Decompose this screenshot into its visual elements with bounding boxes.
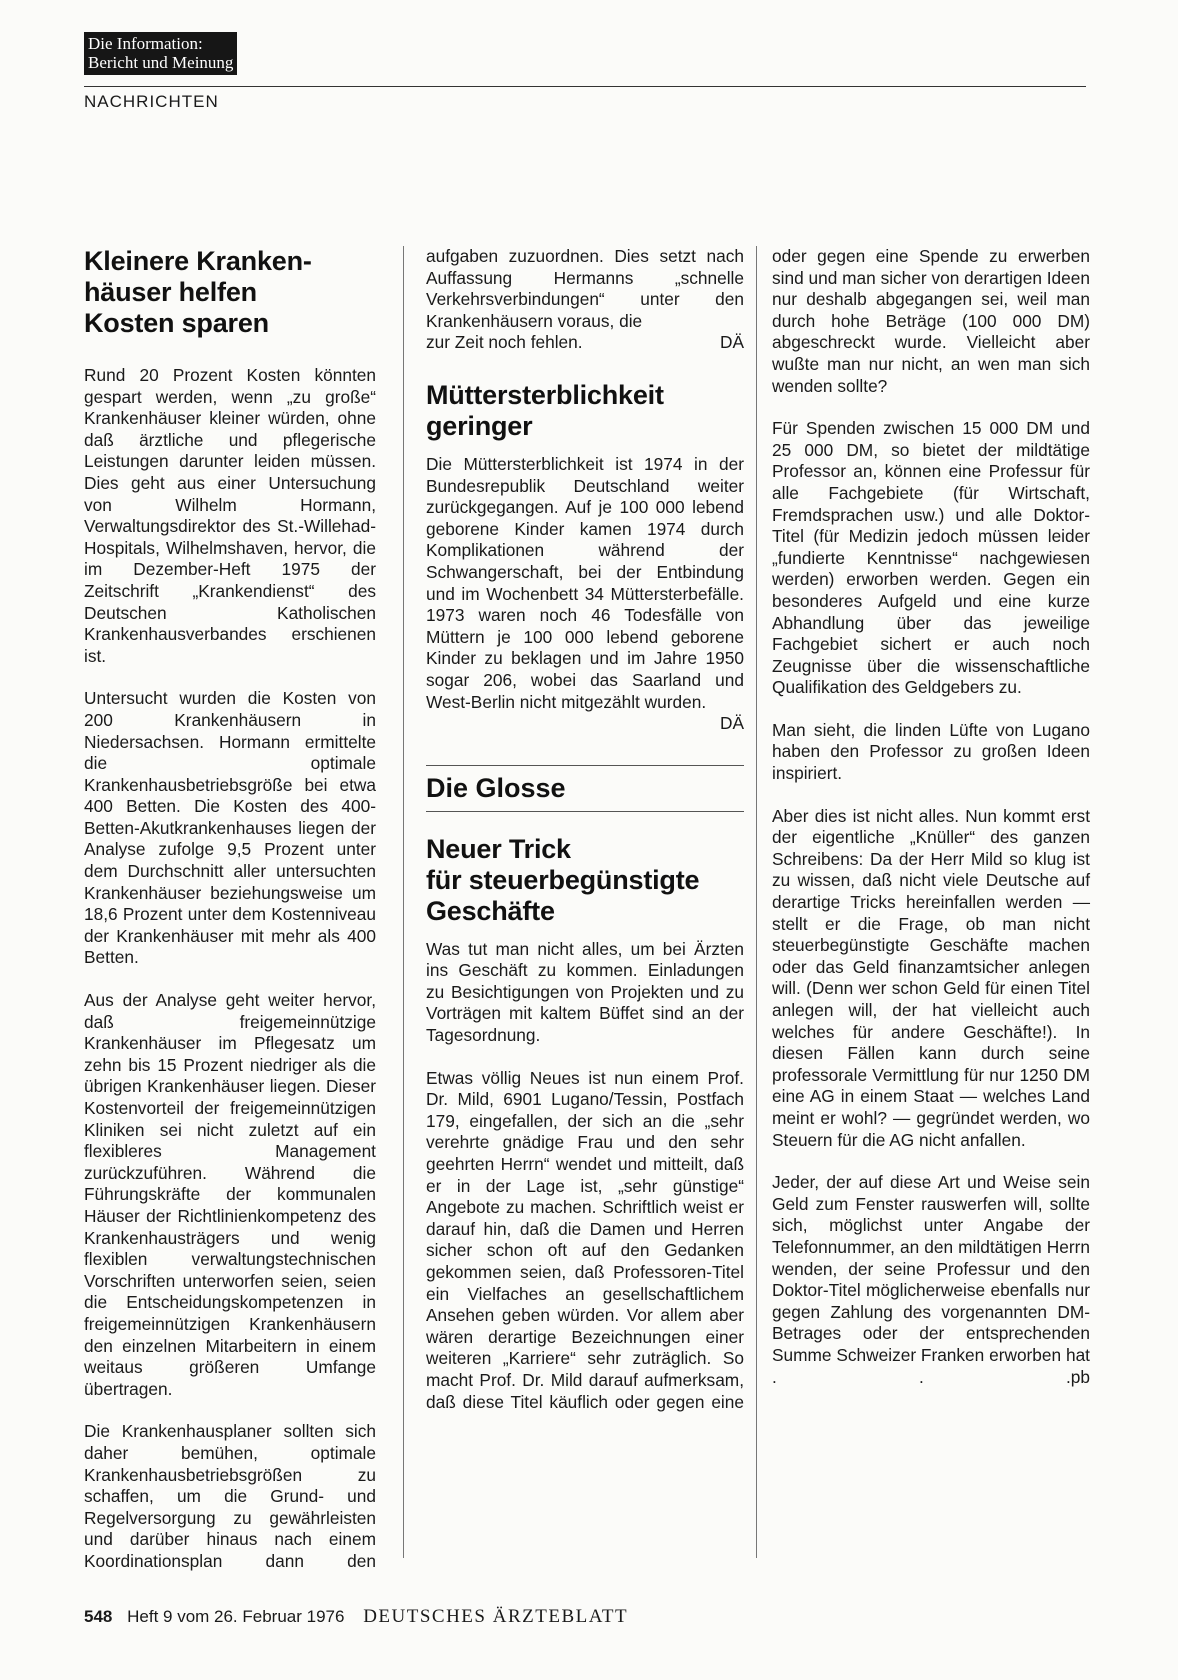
glosse-title-line: für steuerbegünstigte	[426, 864, 700, 895]
glosse-rule-bottom	[426, 811, 744, 812]
article-1-end: zur Zeit noch fehlen. DÄ	[426, 332, 744, 353]
glosse-rule-top	[426, 765, 744, 766]
page-number: 548	[84, 1607, 113, 1626]
issue-info: Heft 9 vom 26. Februar 1976	[127, 1607, 345, 1626]
column-1	[84, 246, 376, 1573]
article-2-title-line: Müttersterblichkeit	[426, 379, 664, 410]
article-1-paragraph: Aus der Analyse geht weiter hervor, daß freigemeinnützige Krankenhäuser im Pflegesatz um zehn bis 15 Prozent niedriger als die übrigen Krankenhäuser liegen. Dieser Kostenvorteil der freigemeinnützigen Kliniken sei nicht zuletzt auf ein flexibleres Management zurückzuführen. Während die Führungskräfte der kommunalen Häuser der Richtlinienkompetenz des Krankenhausträgers und wenig flexiblen verwaltungstechnischen Vorschriften unterworfen seien, seien die Entscheidungskompetenzen in freigemeinnützigen Krankenhäusern den einzelnen Mitarbeitern in einem weitaus größeren Umfange übertragen.	[84, 990, 376, 1399]
article-1-paragraph: Rund 20 Prozent Kosten könnten gespart werden, wenn „zu große“ Krankenhäuser kleiner würden, ohne daß ärztliche und pflegerische Leistungen darunter leiden müssen. Dies geht aus einer Untersuchung von Wilhelm Hormann, Verwaltungsdirektor des St.-Willehad-Hospitals, Wilhelmshaven, hervor, die im Dezember-Heft 1975 der Zeitschrift „Krankendienst“ des Deutschen Katholischen Krankenhausverbandes erschienen ist.	[84, 365, 376, 666]
article-2-title-line: geringer	[426, 410, 533, 441]
column-2	[426, 246, 744, 1414]
article-1-continuation: aufgaben zuzuordnen. Dies setzt nach Auffassung Hermanns „schnelle Verkehrsverbindungen“ unter den Krankenhäusern voraus, die	[426, 246, 744, 331]
article-2-title	[426, 380, 744, 442]
glosse-title-line: Neuer Trick	[426, 833, 571, 864]
rubric-box	[84, 32, 237, 75]
rubric-line-1: Die Information:	[88, 34, 203, 53]
article-1-title	[84, 246, 376, 339]
glosse-rubric: Die Glosse	[426, 772, 566, 803]
article-1-title-line: Kleinere Kranken-	[84, 246, 312, 276]
article-1-paragraph: Die Krankenhausplaner sollten sich daher bemühen, optimale Krankenhausbetriebsgrößen zu schaffen, um die Grund- und Regelversorgung zu gewährleisten und darüber hinaus nach einem Koordinationsplan dann den	[84, 1421, 376, 1571]
glosse-sign: pb	[1070, 1366, 1090, 1387]
journal-name: DEUTSCHES ÄRZTEBLATT	[363, 1606, 629, 1627]
article-1-title-line: Kosten sparen	[84, 308, 269, 338]
column-rule-left	[403, 246, 404, 1558]
section-label: NACHRICHTEN	[84, 92, 219, 111]
glosse-paragraph	[772, 1172, 1090, 1388]
rubric-line-2: Bericht und Meinung	[88, 53, 234, 72]
article-1-paragraph: Untersucht wurden die Kosten von 200 Krankenhäusern in Niedersachsen. Hormann ermittelte die optimale Krankenhausbetriebsgröße bei etwa 400 Betten. Die Kosten des 400-Betten-Akutkrankenhauses liegen der Analyse zufolge 9,5 Prozent unter dem Durchschnitt aller untersuchten Krankenhäuser beziehungsweise um 18,6 Prozent unter dem Kostenniveau der Krankenhäuser mit mehr als 400 Betten.	[84, 688, 376, 968]
column-3	[772, 246, 1090, 1388]
column-rule-right	[756, 246, 757, 1558]
glosse-paragraph: Man sieht, die linden Lüfte von Lugano haben den Professor zu großen Ideen inspiriert.	[772, 719, 1090, 784]
glosse-title-line: Geschäfte	[426, 895, 555, 926]
glosse-title	[426, 834, 744, 927]
glosse-continuation: oder gegen eine Spende zu erwerben sind und man sicher von derartigen Ideen nur deshalb abgegangen sei, weil man durch hohe Beträge (100 000 DM) abgeschreckt wurde. Vielleicht aber wußte man nur nicht, an wen man sich wenden sollte?	[772, 246, 1090, 396]
article-2-sign: DÄ	[719, 713, 744, 734]
glosse-paragraph: Aber dies ist nicht alles. Nun kommt erst der eigentliche „Knüller“ des ganzen Schreibens: Da der Herr Mild so klug ist zu wissen, daß nicht viele Deutsche auf derartige Tricks hereinfallen werden — stellt er die Frage, ob man nicht steuerbegünstigte Geschäfte machen oder das Geld finanzamtsicher anlegen will. (Denn wer schon Geld für einen Titel anlegen will, der hat vielleicht auch welches für andere Geschäfte!). In diesen Fällen kann durch seine professorale Vermittlung für nur 1250 DM eine AG in einem Staat — welches Land meint er wohl? — gegründet werden, wo Steuern für die AG nicht anfallen.	[772, 805, 1090, 1150]
glosse-paragraph: Was tut man nicht alles, um bei Ärzten ins Geschäft zu kommen. Einladungen zu Besichtigungen von Projekten und zu Vorträgen mit kaltem Büffet sind an der Tagesordnung.	[426, 938, 744, 1046]
article-2-text: Die Müttersterblichkeit ist 1974 in der Bundesrepublik Deutschland weiter zurückgegangen. Auf je 100 000 lebend geborene Kinder kamen 1974 durch Komplikationen während der Schwangerschaft, bei der Entbindung und im Wochenbett 34 Müttersterbefälle. 1973 waren noch 46 Todesfälle von Müttern je 100 000 lebend geborene Kinder zu beklagen und im Jahre 1950 sogar 206, wobei das Saarland und West-Berlin nicht mitgezählt wurden.	[426, 453, 744, 712]
article-1-sign: DÄ	[719, 332, 744, 353]
article-1-title-line: häuser helfen	[84, 277, 257, 307]
glosse-last-paragraph: Jeder, der auf diese Art und Weise sein Geld zum Fenster rauswerfen will, sollte sich, möglichst unter Angabe der Telefonnummer, an den mildtätigen Herrn wenden, der seine Professur und den Doktor-Titel möglicherweise ebenfalls nur gegen Zahlung des vorgenannten DM-Betrages oder der entsprechenden Summe Schweizer Franken erworben hat . . .	[772, 1172, 1090, 1387]
header-rule	[84, 86, 1086, 87]
glosse-paragraph: Etwas völlig Neues ist nun einem Prof. Dr. Mild, 6901 Lugano/Tessin, Postfach 179, eingefallen, der sich an die „sehr verehrte gnädige Frau und den sehr geehrten Herrn“ wendet und mitteilt, daß er in der Lage ist, „sehr günstige“ Angebote zu machen. Schriftlich weist er darauf hin, daß die Damen und Herren sicher schon oft auf den Gedanken gekommen seien, daß Professoren-Titel ein Vielfaches an gesellschaftlichem Ansehen geben würden. Vor allem aber wären derartige Bezeichnungen einer weiteren „Karriere“ sehr zuträglich. So macht Prof. Dr. Mild darauf aufmerksam, daß diese Titel käuflich oder gegen eine	[426, 1067, 744, 1412]
glosse-paragraph: Für Spenden zwischen 15 000 DM und 25 000 DM, so bietet der mildtätige Professor an, können eine Professur für alle Fachgebiete (für Wirtschaft, Fremdsprachen usw.) und alle Doktor-Titel (für Medizin jedoch müssen leider „fundierte Kenntnisse“ nachgewiesen werden) erworben werden. Gegen ein besonderes Aufgeld und eine kurze Abhandlung über das jeweilige Fachgebiet sichert er auch noch Zeugnisse über die wissenschaftliche Qualifikation des Geldgebers zu.	[772, 418, 1090, 698]
page-footer	[84, 1606, 628, 1628]
